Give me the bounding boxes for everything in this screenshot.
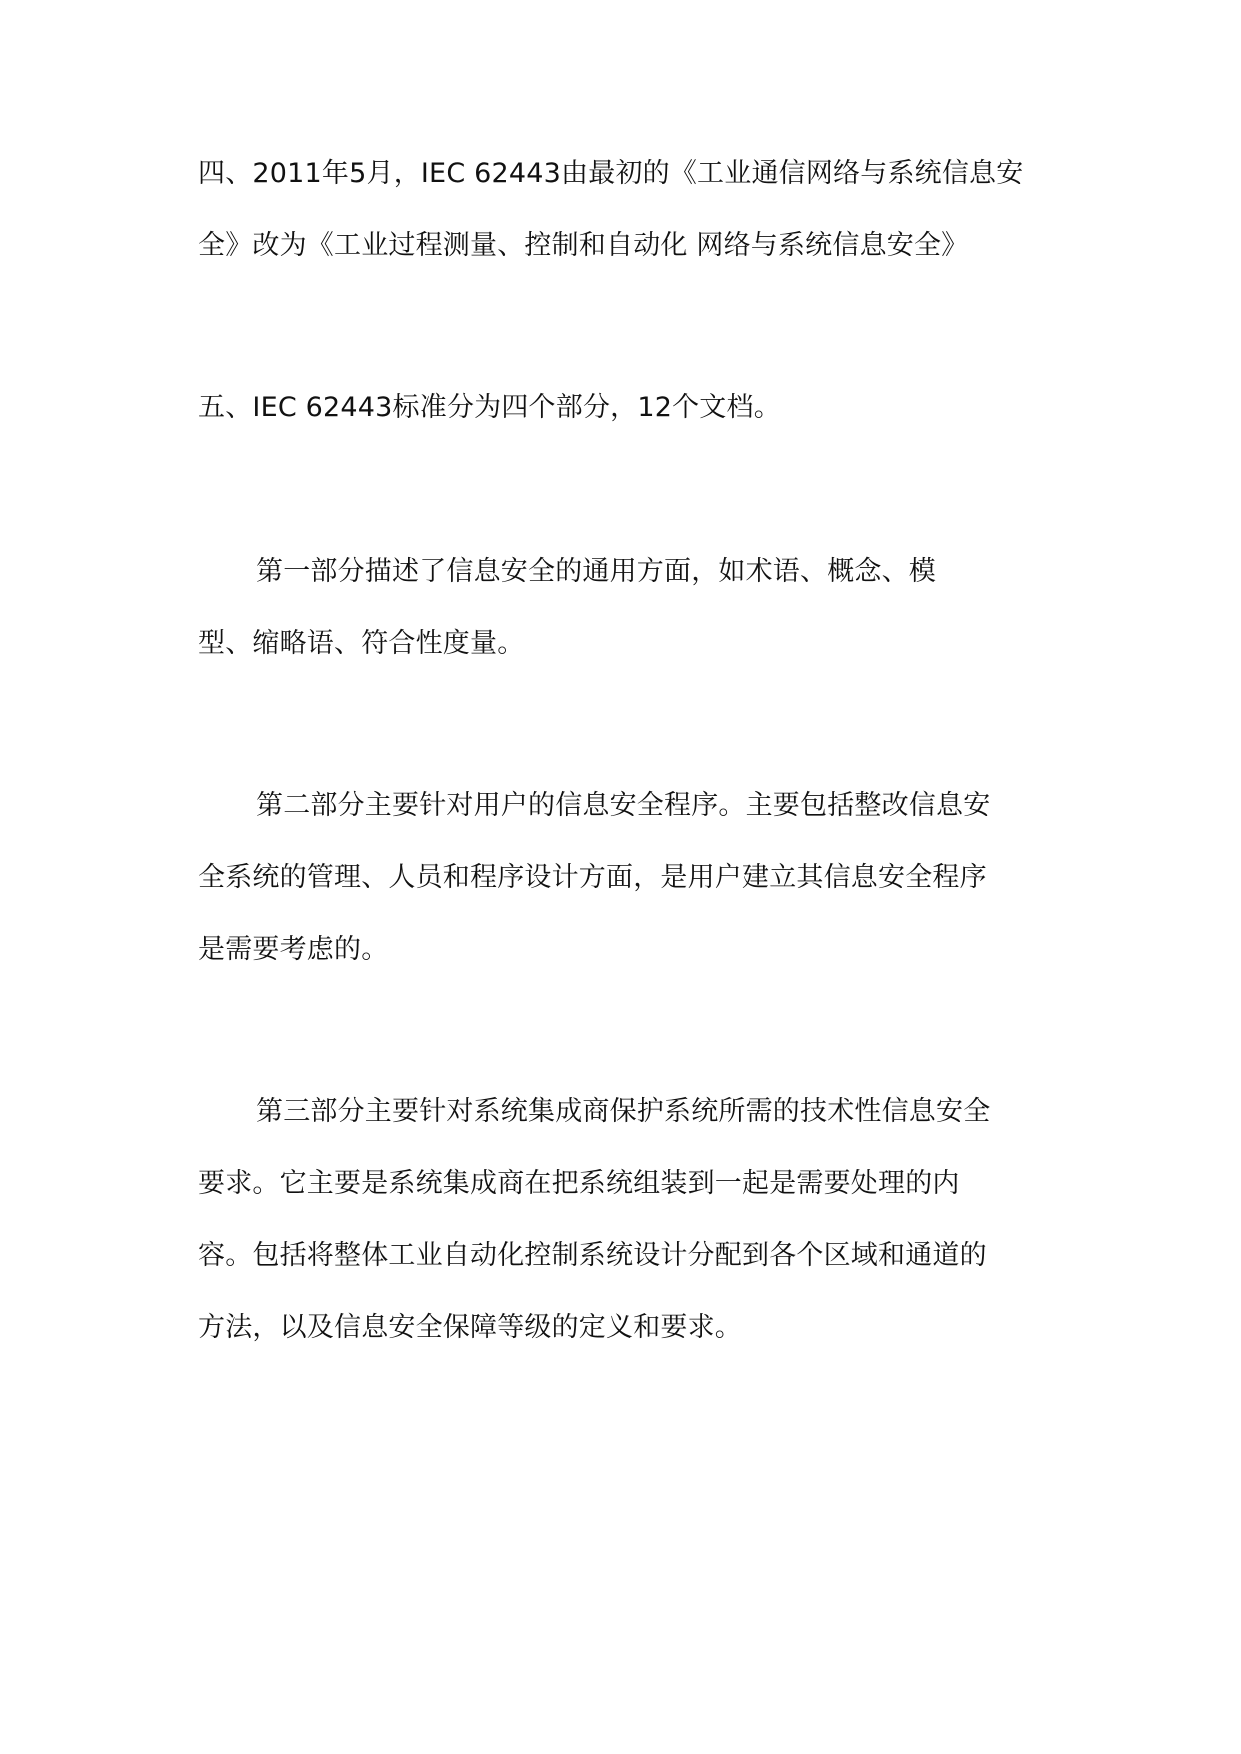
part-3-line-2: 要求。它主要是系统集成商在把系统组装到一起是需要处理的内	[198, 1168, 960, 1199]
part-2-line-2: 全系统的管理、人员和程序设计方面，是用户建立其信息安全程序	[198, 862, 987, 893]
part-3-line-3: 容。包括将整体工业自动化控制系统设计分配到各个区域和通道的	[198, 1240, 987, 1271]
part-1-line-1: 第一部分描述了信息安全的通用方面，如术语、概念、模	[256, 556, 936, 587]
paragraph-4-line-2: 全》改为《工业过程测量、控制和自动化 网络与系统信息安全》	[198, 230, 969, 261]
part-2-line-3: 是需要考虑的。	[198, 934, 389, 965]
part-1-line-2: 型、缩略语、符合性度量。	[198, 628, 525, 659]
part-2-line-1: 第二部分主要针对用户的信息安全程序。主要包括整改信息安	[256, 790, 991, 821]
paragraph-5-line-1: 五、IEC 62443标准分为四个部分，12个文档。	[198, 392, 781, 423]
paragraph-4-line-1: 四、2011年5月，IEC 62443由最初的《工业通信网络与系统信息安	[198, 158, 1024, 189]
part-3-line-1: 第三部分主要针对系统集成商保护系统所需的技术性信息安全	[256, 1096, 991, 1127]
part-3-line-4: 方法，以及信息安全保障等级的定义和要求。	[198, 1312, 742, 1343]
